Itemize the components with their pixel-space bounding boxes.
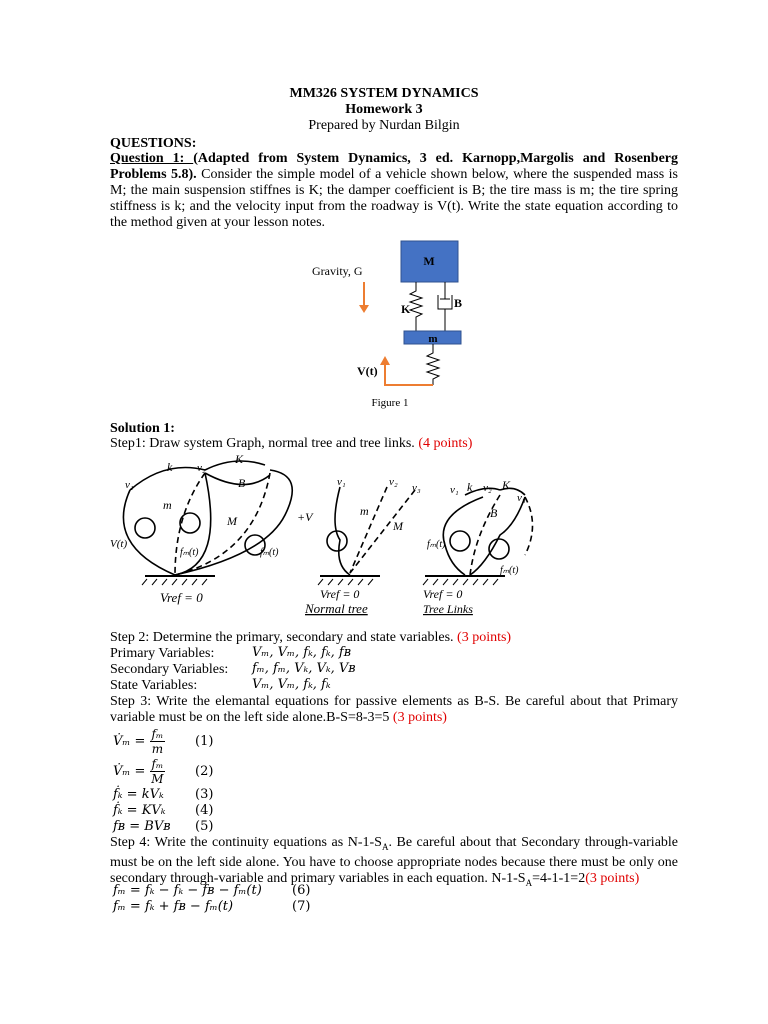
step2-label: Step 2: Determine the primary, secondary and state variables.: [110, 630, 454, 645]
primary-variables-label: Primary Variables:: [110, 646, 215, 661]
g1-fM-label: fₘ(t): [260, 547, 279, 558]
velocity-arrowhead: [380, 356, 390, 365]
g1-M-label: M: [227, 514, 237, 528]
g2-plusV-label: +V: [297, 510, 313, 524]
equation-1: [113, 727, 165, 756]
equation-6: fₘ = fₖ − fₖ − fʙ − fₘ(t): [113, 883, 262, 898]
damper-B-label: B: [454, 296, 463, 310]
tire-spring-k: [427, 344, 439, 385]
eq1-num: fₘ: [151, 727, 164, 741]
g1-k-label: k: [167, 460, 173, 474]
step4-text-c: =4-1-1=2: [532, 870, 586, 886]
equation-3: ḟₖ = kVₖ: [113, 787, 164, 802]
g1-m-label: m: [163, 498, 172, 512]
homework-title: Homework 3: [345, 102, 423, 117]
state-variables-label: State Variables:: [110, 678, 198, 693]
system-graph: [123, 461, 292, 585]
g1-vref-label: Vref = 0: [160, 590, 203, 605]
g3-vref-label: Vref = 0: [423, 587, 463, 601]
g2-v3-label: v₃: [412, 482, 421, 494]
questions-heading: QUESTIONS:: [110, 136, 197, 151]
g2-caption: Normal tree: [305, 601, 368, 616]
g3-v2-label: v₂: [483, 482, 492, 494]
g1-fm-label: fₘ(t): [180, 547, 199, 558]
equation-7-tag: (7): [292, 899, 311, 914]
velocity-input-path: [385, 363, 433, 385]
g3-v3-label: v₃: [517, 492, 526, 504]
system-graphs-sketch: [105, 455, 685, 630]
step4-points: (3 points): [585, 870, 640, 886]
solution-heading: Solution 1:: [110, 421, 175, 436]
g2-vref-label: Vref = 0: [320, 587, 360, 601]
question1-text: Consider the simple model of a vehicle shown below, where the suspended mass is M; the main suspension stiffnes is K; the damper coefficient is B; the tire mass is m; the tire spring stiffness is k; and the velocity input from the roadway is V(t). Write the state equation according to the method given at your lesson notes.: [110, 167, 678, 230]
step4-sub-b: A: [525, 877, 533, 888]
equation-4: ḟₖ = KVₖ: [113, 803, 166, 818]
primary-variables: Vₘ, Vₘ, fₖ, fₖ, fʙ: [252, 645, 352, 660]
equation-5: fʙ = BVʙ: [113, 819, 171, 834]
eq1-lhs: V̇ₘ =: [113, 734, 146, 749]
step4-text-a: Step 4: Write the continuity equations as N-1-S: [110, 835, 382, 850]
g2-v2-label: v₂: [389, 476, 398, 488]
g3-B-label: B: [490, 506, 498, 520]
eq2-num: fₘ: [151, 757, 164, 771]
step3-paragraph: [110, 694, 678, 726]
gravity-label: Gravity, G: [312, 264, 363, 278]
state-variables: Vₘ, Vₘ, fₖ, fₖ: [252, 677, 331, 692]
step1-points: (4 points): [418, 436, 473, 451]
mass-m-label: m: [428, 333, 438, 345]
g1-v2-label: v₂: [197, 462, 206, 474]
g2-M-label: M: [393, 519, 403, 533]
question1-paragraph: [110, 151, 678, 231]
equation-3-tag: (3): [195, 787, 214, 802]
g2-m-label: m: [360, 504, 369, 518]
figure1-caption: Figure 1: [371, 397, 409, 409]
equation-6-tag: (6): [292, 883, 311, 898]
g1-Vt-label: V(t): [110, 538, 128, 550]
spring-K: [410, 282, 422, 331]
step4-sub-a: A: [381, 841, 389, 852]
step3-text: Step 3: Write the elemantal equations for passive elements as B-S. Be careful about that Primary variable must be on the left side alone.B-S=8-3=5: [110, 694, 678, 725]
equation-1-tag: (1): [195, 734, 214, 749]
question1-source: (Adapted from System Dynamics, 3 ed. Karnopp,Margolis and Rosenberg Problems 5.8).: [110, 151, 678, 182]
g1-K-label: K: [235, 455, 244, 466]
normal-tree-graph: [318, 487, 415, 585]
g2-v1-label: v₁: [337, 476, 346, 488]
secondary-variables: fₘ, fₘ, Vₖ, Vₖ, Vʙ: [252, 661, 356, 676]
question1-label: Question 1:: [110, 151, 194, 166]
eq1-den: m: [151, 742, 164, 756]
prepared-by: Prepared by Nurdan Bilgin: [308, 118, 460, 133]
step2-points: (3 points): [457, 630, 512, 645]
equation-2-tag: (2): [195, 764, 214, 779]
equation-2: [113, 757, 165, 786]
g3-fM-label: fₘ(t): [500, 565, 519, 576]
eq2-fraction: [150, 757, 166, 786]
secondary-variables-label: Secondary Variables:: [110, 662, 229, 677]
course-title: MM326 SYSTEM DYNAMICS: [289, 86, 479, 101]
step1-label: Step1: Draw system Graph, normal tree and tree links.: [110, 436, 415, 451]
velocity-label: V(t): [357, 364, 378, 378]
spring-K-label: K: [401, 302, 411, 316]
figure1-suspension-diagram: [300, 235, 470, 415]
gravity-arrowhead: [359, 305, 369, 313]
g1-B-label: B: [238, 476, 246, 490]
g3-fm-label: fₘ(t): [427, 539, 446, 550]
step1-text: [110, 436, 472, 452]
step3-points: (3 points): [392, 710, 447, 725]
equation-5-tag: (5): [195, 819, 214, 834]
step2-text: [110, 630, 511, 646]
g3-caption: Tree Links: [423, 602, 473, 616]
eq1-fraction: [150, 727, 166, 756]
eq2-lhs: V̇ₘ =: [113, 764, 146, 779]
eq2-den: M: [151, 772, 164, 786]
g1-v1-label: v₁: [125, 479, 134, 491]
step4-text-b: . Be careful about that Secondary through-variable must be on the left side alone. You have to choose appropriate nodes because there must be only one secondary through-variable and primary variables in each equation. N-1-S: [110, 835, 679, 886]
mass-M-label: M: [423, 254, 435, 268]
equation-7: fₘ = fₖ + fʙ − fₘ(t): [113, 899, 234, 914]
g3-K-label: K: [502, 478, 511, 492]
g3-k-label: k: [467, 480, 473, 494]
g3-v1-label: v₁: [450, 484, 459, 496]
equation-4-tag: (4): [195, 803, 214, 818]
